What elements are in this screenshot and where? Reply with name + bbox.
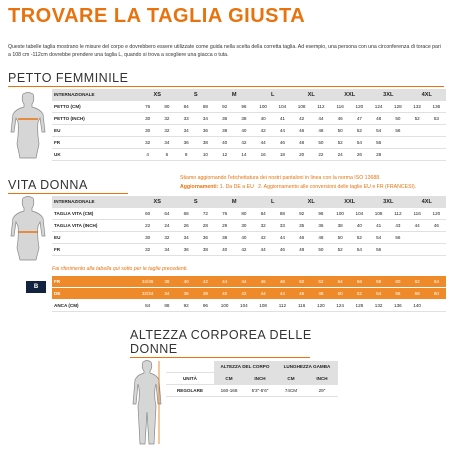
table-cell: 36 <box>196 232 215 244</box>
table-cell: 50 <box>311 244 330 256</box>
table-cell <box>388 149 407 161</box>
table-cell: 24 <box>157 220 176 232</box>
table-cell: 8 <box>177 149 196 161</box>
table-cell: 34 <box>157 244 176 256</box>
table-row <box>52 149 446 161</box>
table-cell: 54 <box>369 232 388 244</box>
table-cell: 34/36 <box>138 276 157 288</box>
unit-label: UNITÀ <box>166 373 214 385</box>
table-cell: 46 <box>292 288 311 300</box>
table-cell: 44 <box>254 288 273 300</box>
row-label: TAGLIA VITA (INCH) <box>52 220 138 232</box>
table-cell: 40 <box>215 137 234 149</box>
table-cell: 38 <box>157 276 176 288</box>
petto-heading: PETTO FEMMINILE <box>8 71 129 85</box>
table-cell: 10 <box>196 149 215 161</box>
table-cell: 56 <box>388 288 407 300</box>
table-cell: 96 <box>311 208 330 220</box>
table-cell: 14 <box>234 149 253 161</box>
table-cell: 80 <box>157 101 176 113</box>
table-cell: 4 <box>138 149 157 161</box>
row-label: FR <box>52 137 138 149</box>
table-cell: 38 <box>234 113 253 125</box>
col-body-height: ALTEZZA DEL CORPO <box>214 361 276 373</box>
table-cell: 72 <box>196 208 215 220</box>
table-cell: 46 <box>331 113 350 125</box>
table-cell: 35 <box>292 220 311 232</box>
table-cell: 36 <box>196 125 215 137</box>
table-cell: 84 <box>138 300 157 312</box>
table-cell: 136 <box>388 300 407 312</box>
table-cell: 34 <box>157 288 176 300</box>
table-cell: 104 <box>350 208 369 220</box>
table-cell: 46 <box>254 276 273 288</box>
vita-rule <box>8 193 128 194</box>
table-cell: 44 <box>273 125 292 137</box>
table-cell <box>427 149 446 161</box>
row-label: EU <box>52 125 138 137</box>
table-cell: 43 <box>388 220 407 232</box>
table-cell: 50 <box>331 288 350 300</box>
table-cell: 26 <box>177 220 196 232</box>
table-cell: 116 <box>331 101 350 113</box>
table-cell: 6 <box>157 149 176 161</box>
table-cell <box>408 137 427 149</box>
table-cell: 56 <box>369 137 388 149</box>
table-cell: 44 <box>254 137 273 149</box>
size-header-m: M <box>215 89 254 101</box>
table-cell: 64 <box>157 208 176 220</box>
table-cell: 42 <box>234 288 253 300</box>
table-cell: 140 <box>408 300 427 312</box>
table-cell: 36 <box>177 137 196 149</box>
row-label: PETTO (INCH) <box>52 113 138 125</box>
table-cell <box>427 137 446 149</box>
size-header-row <box>52 89 446 101</box>
table-cell: 38 <box>331 220 350 232</box>
table-cell: 42 <box>254 125 273 137</box>
size-header-s: S <box>177 196 216 208</box>
update-note: Stiamo aggiornando l'etichettatura dei nostri pantaloni in linea con la norma ISO 13688. <box>180 175 381 181</box>
table-cell: 42 <box>254 232 273 244</box>
row-label: FR <box>52 276 138 288</box>
table-cell: 38 <box>215 125 234 137</box>
table-cell: 47 <box>350 113 369 125</box>
table-cell: 38 <box>196 137 215 149</box>
unit-inch-body: INCH <box>244 373 276 385</box>
size-header-m: M <box>215 196 254 208</box>
table-cell: 52 <box>350 125 369 137</box>
table-cell: 88 <box>196 101 215 113</box>
body-cm-value: 160-168 <box>214 385 244 397</box>
table-cell: 96 <box>234 101 253 113</box>
table-cell <box>427 125 446 137</box>
table-cell: 42 <box>292 113 311 125</box>
col-leg-length: LUNGHEZZA GAMBA <box>276 361 338 373</box>
table-cell: 48 <box>311 125 330 137</box>
table-cell: 20 <box>292 149 311 161</box>
table-cell: 124 <box>331 300 350 312</box>
table-cell: 52 <box>408 113 427 125</box>
table-cell: 33 <box>177 113 196 125</box>
table-cell: 52 <box>350 288 369 300</box>
table-cell: 29 <box>215 220 234 232</box>
table-cell: 46 <box>273 137 292 149</box>
size-header-s: S <box>177 89 216 101</box>
table-cell: 32 <box>138 137 157 149</box>
female-torso-figure-icon <box>10 92 46 160</box>
table-cell: 120 <box>311 300 330 312</box>
row-label: EU <box>52 232 138 244</box>
female-waist-figure-icon <box>10 196 46 262</box>
table-cell: 128 <box>350 300 369 312</box>
table-cell: 116 <box>292 300 311 312</box>
size-header-4xl: 4XL <box>408 196 447 208</box>
table-cell: 76 <box>215 208 234 220</box>
table-cell: 56 <box>388 232 407 244</box>
table-cell: 53 <box>427 113 446 125</box>
table-cell: 36 <box>215 113 234 125</box>
table-cell: 33 <box>273 220 292 232</box>
table-cell: 88 <box>157 300 176 312</box>
table-cell: 41 <box>369 220 388 232</box>
table-cell: 36 <box>177 288 196 300</box>
table-cell: 52 <box>311 276 330 288</box>
size-header-l: L <box>254 196 293 208</box>
table-cell: 64 <box>427 276 446 288</box>
row-label: PETTO (CM) <box>52 101 138 113</box>
table-cell: 124 <box>369 101 388 113</box>
table-cell: 36 <box>311 220 330 232</box>
update-list <box>180 184 416 190</box>
table-cell: 30 <box>138 113 157 125</box>
table-cell: 54 <box>369 125 388 137</box>
header-label: INTERNAZIONALE <box>52 89 138 101</box>
table-cell: 48 <box>292 244 311 256</box>
update-2: 2. Aggiornamento alle conversioni delle taglie EU e FR (FRANCESI). <box>258 184 417 190</box>
table-cell: 48 <box>273 276 292 288</box>
table-cell: 108 <box>292 101 311 113</box>
table-cell: 42 <box>234 244 253 256</box>
previous-sizes-badge: B <box>26 281 46 293</box>
table-cell: 42 <box>196 276 215 288</box>
table-cell: 84 <box>254 208 273 220</box>
table-cell: 44 <box>215 276 234 288</box>
table-cell: 30 <box>138 232 157 244</box>
table-cell: 44 <box>254 244 273 256</box>
table-cell: 48 <box>311 288 330 300</box>
table-cell: 112 <box>273 300 292 312</box>
table-cell: 28 <box>369 149 388 161</box>
table-cell: 120 <box>350 101 369 113</box>
updates-label: Aggiornamenti: <box>180 184 219 190</box>
table-cell: 36 <box>177 244 196 256</box>
refer-note: Fai riferimento alla tabella qui sotto per le taglie precedenti. <box>52 266 188 272</box>
table-cell <box>408 149 427 161</box>
table-cell: 34 <box>196 113 215 125</box>
table-cell: 46 <box>292 232 311 244</box>
table-cell: 92 <box>215 101 234 113</box>
table-cell: 46 <box>427 220 446 232</box>
vita-size-table <box>52 196 446 256</box>
size-header-xl: XL <box>292 196 331 208</box>
table-row <box>52 113 446 125</box>
table-cell: 41 <box>273 113 292 125</box>
table-cell: 46 <box>292 125 311 137</box>
table-cell: 32 <box>157 125 176 137</box>
row-label: ANCA (CM) <box>52 300 138 312</box>
table-cell: 34 <box>177 232 196 244</box>
table-cell: 116 <box>408 208 427 220</box>
table-cell: 54 <box>350 137 369 149</box>
table-row <box>52 244 446 256</box>
table-cell: 32 <box>157 232 176 244</box>
table-cell: 100 <box>215 300 234 312</box>
table-cell: 108 <box>254 300 273 312</box>
header-label: INTERNAZIONALE <box>52 196 138 208</box>
update-1: 1. Da DE a EU <box>219 184 254 190</box>
table-row <box>52 125 446 137</box>
table-cell: 84 <box>177 101 196 113</box>
row-label: UK <box>52 149 138 161</box>
size-header-4xl: 4XL <box>408 89 447 101</box>
table-cell: 88 <box>273 208 292 220</box>
height-rule <box>130 357 310 358</box>
row-label: TAGLIA VITA (CM) <box>52 208 138 220</box>
table-cell: 16 <box>254 149 273 161</box>
size-header-row <box>52 196 446 208</box>
table-cell: 132 <box>369 300 388 312</box>
table-cell: 40 <box>234 125 253 137</box>
table-cell: 56 <box>350 276 369 288</box>
table-cell <box>427 244 446 256</box>
table-cell: 30 <box>234 220 253 232</box>
table-cell: 112 <box>388 208 407 220</box>
table-cell: 50 <box>331 232 350 244</box>
size-header-xl: XL <box>292 89 331 101</box>
table-cell: 40 <box>350 220 369 232</box>
table-cell: 18 <box>273 149 292 161</box>
table-cell <box>388 244 407 256</box>
table-cell: 42 <box>234 137 253 149</box>
table-cell: 40 <box>215 244 234 256</box>
table-cell: 50 <box>311 137 330 149</box>
leg-inch-value: 29" <box>306 385 338 397</box>
table-cell: 60 <box>388 276 407 288</box>
table-cell: 32 <box>138 244 157 256</box>
table-cell: 30 <box>138 125 157 137</box>
table-cell: 38 <box>196 288 215 300</box>
table-cell: 26 <box>350 149 369 161</box>
unit-cm-body: CM <box>214 373 244 385</box>
table-cell <box>408 232 427 244</box>
table-cell: 22 <box>138 220 157 232</box>
table-row <box>52 276 446 288</box>
height-heading-line2: DONNE <box>130 342 178 356</box>
table-cell: 44 <box>273 232 292 244</box>
table-cell: 136 <box>427 101 446 113</box>
table-row <box>52 288 446 300</box>
table-cell: 40 <box>215 288 234 300</box>
table-cell: 34 <box>157 137 176 149</box>
table-cell: 46 <box>273 244 292 256</box>
table-cell: 22 <box>311 149 330 161</box>
table-cell: 62 <box>408 276 427 288</box>
table-cell: 58 <box>369 276 388 288</box>
table-cell: 50 <box>292 276 311 288</box>
table-cell: 100 <box>331 208 350 220</box>
table-cell: 12 <box>215 149 234 161</box>
table-cell: 52 <box>350 232 369 244</box>
table-row <box>52 232 446 244</box>
table-cell: 38 <box>196 244 215 256</box>
table-cell: 104 <box>273 101 292 113</box>
female-full-body-figure-icon <box>132 360 162 446</box>
table-cell <box>388 137 407 149</box>
height-table <box>166 361 338 397</box>
table-cell: 38 <box>215 232 234 244</box>
table-cell: 32 <box>254 220 273 232</box>
table-cell: 44 <box>408 220 427 232</box>
petto-size-table <box>52 89 446 161</box>
leg-cm-value: 74CM <box>276 385 306 397</box>
table-cell: 40 <box>254 113 273 125</box>
table-cell: 112 <box>311 101 330 113</box>
size-header-l: L <box>254 89 293 101</box>
table-row <box>52 137 446 149</box>
table-cell: 24 <box>331 149 350 161</box>
petto-rule <box>8 86 444 87</box>
intro-text: Queste tabelle taglia mostrano le misure del corpo e dovrebbero essere utilizzate come guida nella scelta della corretta taglia. Ad esempio, una persona con una circonferenza di torace pari a 108 cm -112cm dovrebbe prendere una taglia L, quando si trova a scegliere una giacca o tuta. <box>8 44 441 58</box>
table-cell: 76 <box>138 101 157 113</box>
table-cell: 58 <box>408 288 427 300</box>
table-cell: 48 <box>311 232 330 244</box>
table-cell: 100 <box>254 101 273 113</box>
table-cell: 54 <box>369 288 388 300</box>
table-cell: 32 <box>157 113 176 125</box>
height-heading-line1: ALTEZZA CORPOREA DELLE <box>130 328 312 342</box>
table-row <box>52 208 446 220</box>
table-row <box>52 220 446 232</box>
table-cell: 50 <box>331 125 350 137</box>
page-title: TROVARE LA TAGLIA GIUSTA <box>8 5 306 27</box>
table-cell: 96 <box>196 300 215 312</box>
table-cell: 60 <box>138 208 157 220</box>
table-cell: 132 <box>408 101 427 113</box>
table-cell: 40 <box>234 232 253 244</box>
table-cell: 108 <box>369 208 388 220</box>
old-size-table <box>52 276 446 312</box>
table-cell: 54 <box>331 276 350 288</box>
hip-row <box>52 300 446 312</box>
row-label: DE <box>52 288 138 300</box>
size-header-xs: XS <box>138 89 177 101</box>
table-cell: 52 <box>331 244 350 256</box>
table-row <box>52 101 446 113</box>
table-cell: 56 <box>388 125 407 137</box>
size-header-3xl: 3XL <box>369 89 408 101</box>
unit-cm-leg: CM <box>276 373 306 385</box>
body-inch-value: 5'3"-5'6" <box>244 385 276 397</box>
table-cell: 32/34 <box>138 288 157 300</box>
table-cell: 92 <box>177 300 196 312</box>
table-cell: 28 <box>196 220 215 232</box>
row-label: FR <box>52 244 138 256</box>
table-cell: 104 <box>234 300 253 312</box>
table-cell: 52 <box>331 137 350 149</box>
size-header-3xl: 3XL <box>369 196 408 208</box>
table-cell: 80 <box>234 208 253 220</box>
table-cell: 48 <box>369 113 388 125</box>
size-header-xs: XS <box>138 196 177 208</box>
table-cell: 44 <box>311 113 330 125</box>
size-header-xxl: XXL <box>331 89 370 101</box>
table-cell <box>427 232 446 244</box>
table-cell: 54 <box>350 244 369 256</box>
row-regular-label: REGOLARE <box>166 385 214 397</box>
table-cell: 128 <box>388 101 407 113</box>
unit-inch-leg: INCH <box>306 373 338 385</box>
table-cell: 56 <box>369 244 388 256</box>
table-cell <box>427 300 446 312</box>
table-cell: 40 <box>177 276 196 288</box>
table-cell: 120 <box>427 208 446 220</box>
table-cell: 50 <box>388 113 407 125</box>
vita-heading: VITA DONNA <box>8 178 88 192</box>
table-cell: 48 <box>292 137 311 149</box>
table-cell: 44 <box>273 288 292 300</box>
table-cell: 60 <box>427 288 446 300</box>
table-cell: 44 <box>234 276 253 288</box>
table-cell <box>408 244 427 256</box>
table-cell: 68 <box>177 208 196 220</box>
table-cell: 34 <box>177 125 196 137</box>
table-cell: 92 <box>292 208 311 220</box>
table-cell <box>408 125 427 137</box>
size-header-xxl: XXL <box>331 196 370 208</box>
